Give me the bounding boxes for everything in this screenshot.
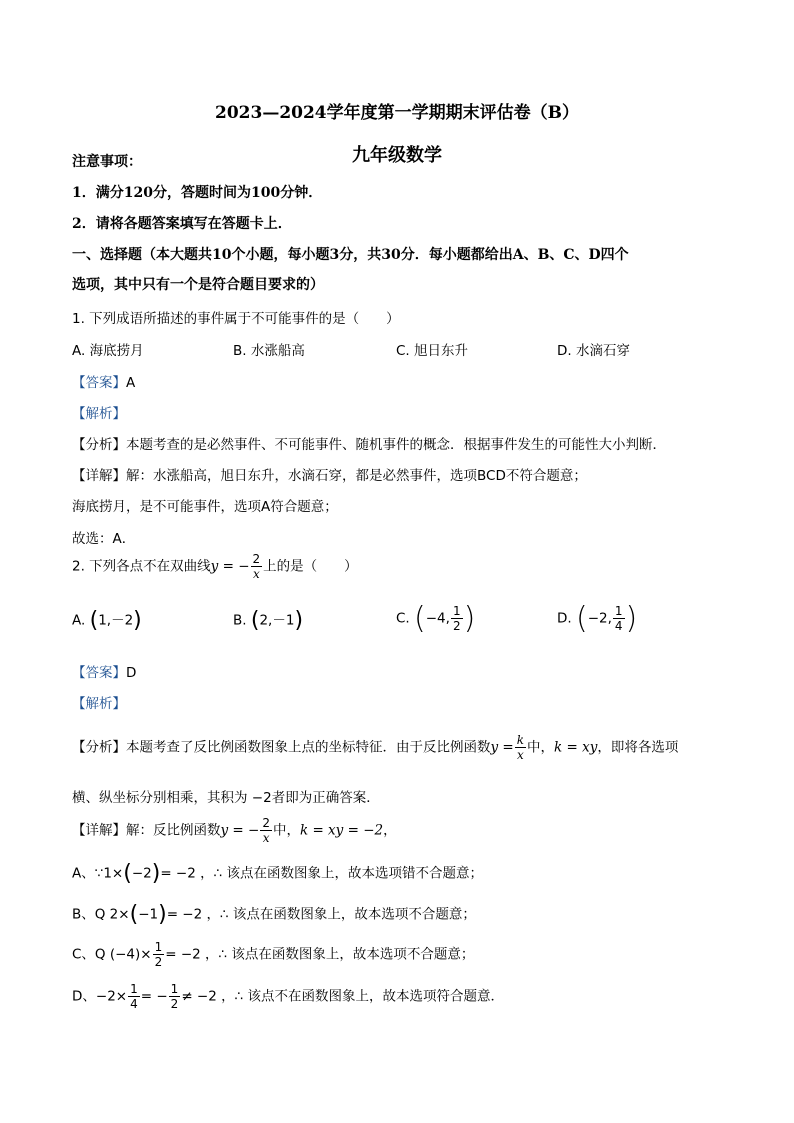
notes-heading: 注意事项： <box>72 154 142 170</box>
exam-title: 2023—2024学年度第一学期期末评估卷（B） <box>215 103 579 123</box>
q2-fenxi-line2: 横、纵坐标分别相乘，其积为 −2者即为正确答案． <box>72 790 380 806</box>
check-result: = −2 ，∴ 该点在函数图象上，故本选项不合题意； <box>165 946 475 963</box>
fenxi-equation-2: k = xy <box>554 739 598 756</box>
paren-left: ( <box>89 608 99 633</box>
check-result: = −2 ，∴ 该点在函数图象上，故本选项错不合题意； <box>160 865 484 882</box>
paren-right: ) <box>158 902 167 927</box>
check-prefix: D、−2× <box>72 988 128 1005</box>
answer-value: A <box>126 375 136 391</box>
q2-check-b <box>72 902 476 927</box>
paren-right: ) <box>133 608 142 633</box>
option-value: 2,－1 <box>259 612 295 629</box>
q1-xiangjie <box>72 464 587 484</box>
fraction-numerator: k <box>516 733 525 747</box>
fraction-denominator: 2 <box>170 997 179 1011</box>
fenxi-label: 【分析】 <box>72 437 126 453</box>
paren-right: ) <box>294 608 304 633</box>
fenxi-equation: y = <box>490 739 514 756</box>
q2-option-c <box>396 601 475 636</box>
check-prefix: A、∵1× <box>72 865 124 882</box>
paren-left: ( <box>414 601 426 636</box>
xiangjie-text: 解：水涨船高，旭日东升，水滴石穿，都是必然事件，选项BCD不符合题意； <box>126 468 587 484</box>
fraction-denominator: x <box>252 567 260 581</box>
xiangjie-fraction <box>260 816 272 845</box>
q1-option-d: D. 水滴石穿 <box>557 343 630 359</box>
notes-item-2: 2．请将各题答案填写在答题卡上． <box>72 216 292 232</box>
q2-answer <box>72 661 136 681</box>
xiangjie-equation-2: k = xy = −2 <box>299 822 384 839</box>
fraction-numerator: 1 <box>452 604 461 618</box>
fenxi-tail: ，即将各选项 <box>597 739 679 756</box>
fraction-denominator: 2 <box>452 619 461 633</box>
q2-stem-equation: y = − <box>210 558 250 575</box>
q2-option-d <box>557 601 637 636</box>
fenxi-fraction <box>515 733 526 762</box>
xiangjie-text: 解：反比例函数 <box>126 822 221 839</box>
exam-subtitle: 九年级数学 <box>352 145 442 166</box>
check-value: −1 <box>138 906 159 923</box>
q2-xiangjie <box>72 816 397 845</box>
fraction-denominator: 2 <box>154 955 163 969</box>
q2-check-d <box>72 982 504 1011</box>
q2-stem-text: 2. 下列各点不在双曲线 <box>72 558 211 575</box>
q1-stem: 1. 下列成语所描述的事件属于不可能事件的是（ ） <box>72 311 400 327</box>
q1-answer <box>72 371 135 391</box>
fenxi-label: 【分析】 <box>72 739 126 756</box>
q1-xiangjie-2: 海底捞月，是不可能事件，选项A符合题意； <box>72 499 338 515</box>
fenxi-mid: 中， <box>527 739 555 756</box>
paren-left: ( <box>123 861 132 886</box>
fenxi-text: 本题考查的是必然事件、不可能事件、随机事件的概念．根据事件发生的可能性大小判断． <box>126 437 666 453</box>
fraction-numerator: 1 <box>614 604 623 618</box>
fraction-numerator: 2 <box>252 552 261 566</box>
xiangjie-equation: y = − <box>220 822 260 839</box>
option-label: A. <box>72 612 86 629</box>
q1-analysis-label: 【解析】 <box>72 406 126 422</box>
section-heading-line1: 一、选择题（本大题共10个小题，每小题3分，共30分．每小题都给出A、B、C、D四个 <box>72 247 629 263</box>
option-label: C. <box>396 610 410 627</box>
xiangjie-tail: ， <box>383 822 397 839</box>
option-value: −4, <box>425 610 450 627</box>
paren-left: ( <box>129 902 139 927</box>
check-value: −2 <box>131 865 152 882</box>
option-value: 1,－2 <box>98 612 134 629</box>
q2-check-a <box>72 861 483 886</box>
paren-right: ) <box>463 601 476 636</box>
q2-analysis-label: 【解析】 <box>72 696 126 712</box>
fraction-denominator: 4 <box>130 997 138 1011</box>
answer-value: D <box>126 665 137 681</box>
xiangjie-label: 【详解】 <box>72 468 126 484</box>
check-fraction-2 <box>169 982 181 1011</box>
q1-option-b: B. 水涨船高 <box>233 343 305 359</box>
q2-option-b <box>233 608 303 633</box>
section-heading-line2: 选项，其中只有一个是符合题目要求的） <box>72 277 324 293</box>
fraction-denominator: 4 <box>614 619 623 633</box>
q1-option-a: A. 海底捞月 <box>72 343 144 359</box>
q1-option-c: C. 旭日东升 <box>396 343 469 359</box>
check-mid: = − <box>140 988 168 1005</box>
fenxi-text: 本题考查了反比例函数图象上点的坐标特征．由于反比例函数 <box>126 739 491 756</box>
option-fraction <box>451 604 463 633</box>
fraction-denominator: x <box>262 831 270 845</box>
fraction-numerator: 1 <box>154 940 163 954</box>
q1-conclusion: 故选：A． <box>72 531 136 547</box>
fraction-numerator: 1 <box>170 982 179 996</box>
check-fraction-1 <box>128 982 140 1011</box>
paren-left: ( <box>575 601 588 636</box>
check-prefix: B、Q 2× <box>72 906 130 923</box>
q2-stem-tail: 上的是（ ） <box>263 558 358 575</box>
check-result: = −2 ，∴ 该点在函数图象上，故本选项不合题意； <box>166 906 476 923</box>
check-result: ≠ −2 ，∴ 该点不在函数图象上，故本选项符合题意． <box>181 988 504 1005</box>
q2-check-c <box>72 940 474 969</box>
notes-item-1: 1．满分120分，答题时间为100分钟． <box>72 185 323 201</box>
fraction-denominator: x <box>516 748 524 762</box>
fraction-numerator: 1 <box>130 982 138 996</box>
answer-label: 【答案】 <box>72 665 126 681</box>
q2-option-a <box>72 608 142 633</box>
check-fraction <box>153 940 165 969</box>
paren-left: ( <box>250 608 260 633</box>
q2-stem-fraction <box>251 552 263 581</box>
fraction-numerator: 2 <box>262 816 270 830</box>
xiangjie-mid: 中， <box>272 822 300 839</box>
check-prefix: C、Q (−4)× <box>72 946 152 963</box>
option-value: −2, <box>587 610 612 627</box>
option-label: D. <box>557 610 572 627</box>
xiangjie-label: 【详解】 <box>72 822 126 839</box>
paren-right: ) <box>625 601 638 636</box>
paren-right: ) <box>151 861 161 886</box>
q1-fenxi <box>72 433 666 453</box>
answer-label: 【答案】 <box>72 375 126 391</box>
option-label: B. <box>233 612 247 629</box>
q2-fenxi <box>72 733 678 762</box>
option-fraction <box>613 604 625 633</box>
q2-stem <box>72 552 358 581</box>
